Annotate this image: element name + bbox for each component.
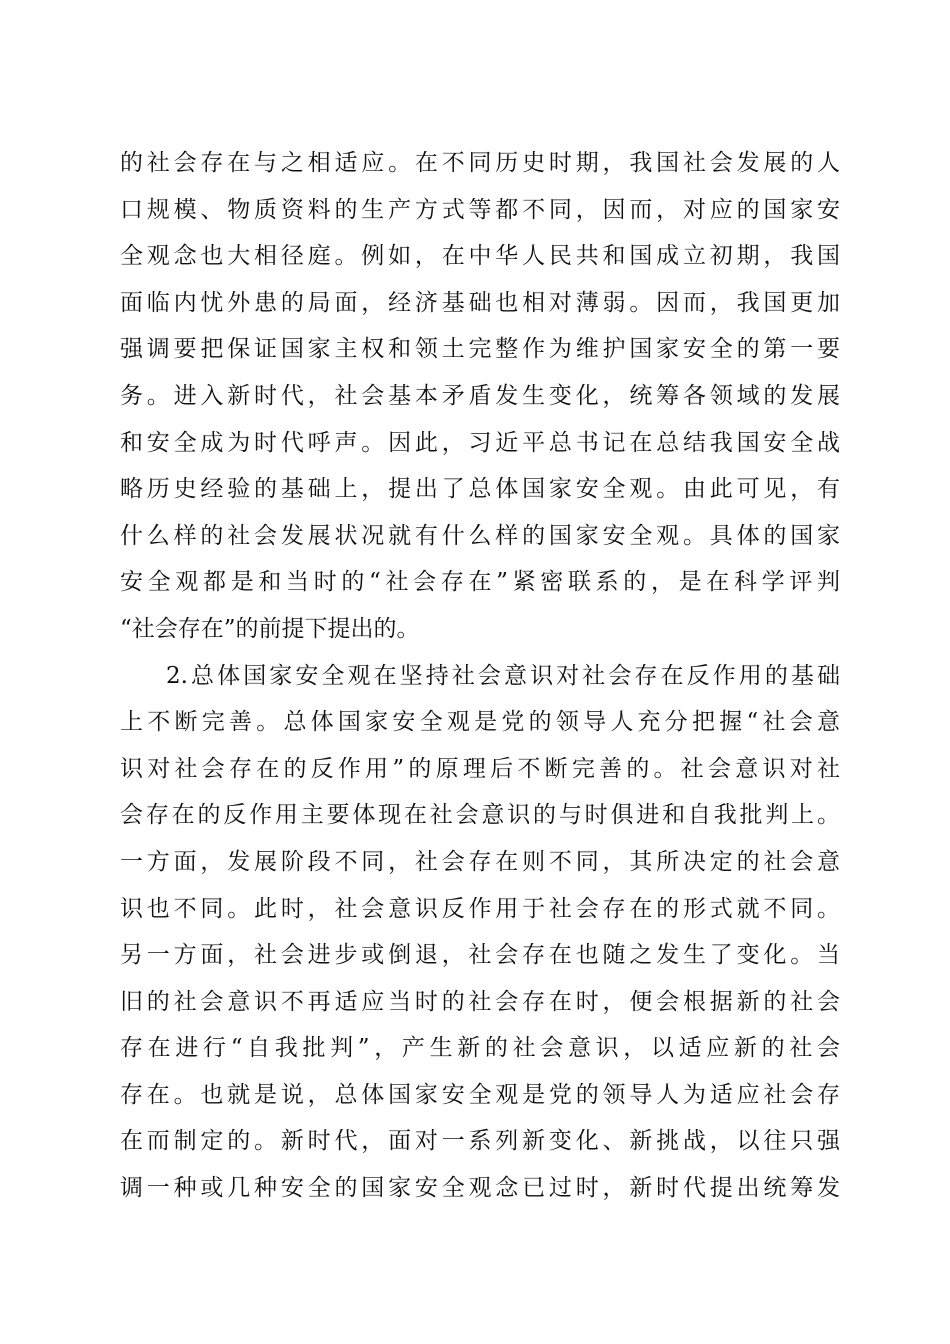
text-line: 强调要把保证国家主权和领土完整作为维护国家安全的第一要	[120, 336, 840, 363]
text-line: 识也不同。此时，社会意识反作用于社会存在的形式就不同。	[120, 895, 840, 922]
text-line: “社会存在”的前提下提出的。	[120, 615, 420, 642]
text-line: 另一方面，社会进步或倒退，社会存在也随之发生了变化。当	[120, 942, 840, 969]
text-line: 的社会存在与之相适应。在不同历史时期，我国社会发展的人	[120, 150, 840, 176]
text-line: 上不断完善。总体国家安全观是党的领导人充分把握“社会意	[120, 709, 840, 736]
text-line: 存在。也就是说，总体国家安全观是党的领导人为适应社会存	[120, 1081, 840, 1108]
text-line: 口规模、物质资料的生产方式等都不同，因而，对应的国家安	[120, 196, 840, 223]
body-text	[120, 140, 840, 1212]
text-line: 一方面，发展阶段不同，社会存在则不同，其所决定的社会意	[120, 848, 840, 875]
text-line: 旧的社会意识不再适应当时的社会存在时，便会根据新的社会	[120, 988, 840, 1015]
text-line: 什么样的社会发展状况就有什么样的国家安全观。具体的国家	[120, 522, 840, 549]
text-line: 全观念也大相径庭。例如，在中华人民共和国成立初期，我国	[120, 243, 840, 270]
text-line: 在而制定的。新时代，面对一系列新变化、新挑战，以往只强	[120, 1128, 840, 1155]
text-line: 安全观都是和当时的“社会存在”紧密联系的，是在科学评判	[120, 569, 840, 596]
text-line: 会存在的反作用主要体现在社会意识的与时俱进和自我批判上。	[120, 802, 840, 829]
text-line: 调一种或几种安全的国家安全观念已过时，新时代提出统筹发	[120, 1175, 840, 1202]
text-line: 面临内忧外患的局面，经济基础也相对薄弱。因而，我国更加	[120, 289, 840, 316]
paragraph-start-line: 2.总体国家安全观在坚持社会意识对社会存在反作用的基础	[166, 662, 840, 689]
text-line: 存在进行“自我批判”，产生新的社会意识，以适应新的社会	[120, 1035, 840, 1062]
text-line: 和安全成为时代呼声。因此，习近平总书记在总结我国安全战	[120, 429, 840, 456]
text-line: 略历史经验的基础上，提出了总体国家安全观。由此可见，有	[120, 476, 840, 503]
text-line: 务。进入新时代，社会基本矛盾发生变化，统筹各领域的发展	[120, 382, 840, 409]
text-line: 识对社会存在的反作用”的原理后不断完善的。社会意识对社	[120, 755, 840, 782]
